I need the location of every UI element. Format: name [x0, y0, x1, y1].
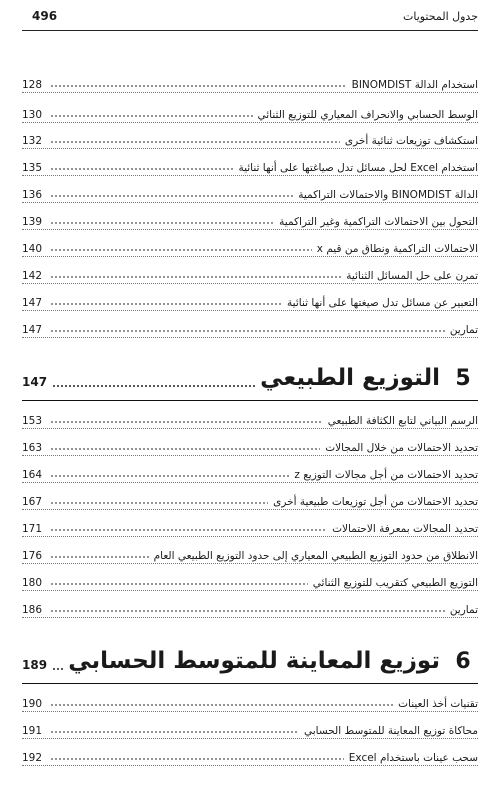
- toc-entry: [22, 565, 478, 591]
- entry-rule: [22, 428, 478, 429]
- dot-leader: [50, 106, 253, 118]
- dot-leader: [52, 659, 64, 673]
- dot-leader: [52, 376, 256, 390]
- toc-entry-page: 147: [22, 297, 43, 309]
- toc-entry-label: محاكاة توزيع المعاينة للمتوسط الحسابي: [304, 725, 478, 737]
- dot-leader: [50, 466, 289, 478]
- toc-entry: [22, 484, 478, 510]
- chapter-heading-6: [22, 641, 478, 681]
- dot-leader: [50, 76, 347, 88]
- entry-rule: [22, 617, 478, 618]
- toc-entry-page: 192: [22, 752, 43, 764]
- dot-leader: [50, 601, 445, 613]
- toc-entry-page: 171: [22, 523, 43, 535]
- toc-entry-page: 167: [22, 496, 43, 508]
- toc-entry-label: تمارين: [449, 324, 478, 336]
- entry-rule: [22, 536, 478, 537]
- toc-entry-page: 130: [22, 109, 43, 121]
- toc-entry: [22, 204, 478, 230]
- dot-leader: [50, 267, 341, 279]
- chapter-number: 5: [455, 365, 471, 391]
- chapter-page: 189: [22, 658, 48, 672]
- dot-leader: [50, 749, 344, 761]
- dot-leader: [50, 213, 274, 225]
- dot-leader: [50, 547, 149, 559]
- page-header: [22, 6, 478, 28]
- toc-entry: [22, 686, 478, 712]
- toc-entry-page: 147: [22, 324, 43, 336]
- toc-entry-label: الانطلاق من حدود التوزيع الطبيعي المعياري إلى حدود التوزيع الطبيعي العام: [153, 550, 478, 562]
- toc-entry-label: التحول بين الاحتمالات التراكمية وغير التراكمية: [279, 216, 478, 228]
- toc-entry: [22, 177, 478, 203]
- chapter-page: 147: [22, 375, 48, 389]
- toc-entry-label: تحديد الاحتمالات من أجل مجالات التوزيع z: [294, 469, 478, 481]
- dot-leader: [50, 132, 340, 144]
- dot-leader: [50, 722, 299, 734]
- chapter-rule: [22, 683, 478, 684]
- toc-entry-label: التوزيع الطبيعي كتقريب للتوزيع الثنائي: [312, 577, 478, 589]
- toc-entry: [22, 403, 478, 429]
- toc-entry: [22, 312, 478, 338]
- toc-entry-page: 132: [22, 135, 43, 147]
- toc-entry-page: 136: [22, 189, 43, 201]
- toc-entry-label: استخدام Excel لحل مسائل تدل صياغتها على أنها ثنائية: [238, 162, 478, 174]
- toc-entry: [22, 231, 478, 257]
- dot-leader: [50, 159, 233, 171]
- toc-entry-label: الرسم البياني لتابع الكثافة الطبيعي: [327, 415, 478, 427]
- toc-entry: [22, 150, 478, 176]
- dot-leader: [50, 294, 282, 306]
- toc-entry-page: 128: [22, 79, 43, 91]
- toc-entry-label: الدالة BINOMDIST والاحتمالات التراكمية: [298, 189, 478, 201]
- dot-leader: [50, 439, 320, 451]
- running-title: جدول المحتويات: [402, 10, 478, 23]
- dot-leader: [50, 493, 268, 505]
- toc-entry-page: 135: [22, 162, 43, 174]
- toc-entry-page: 191: [22, 725, 43, 737]
- entry-rule: [22, 765, 478, 766]
- entry-rule: [22, 256, 478, 257]
- dot-leader: [50, 574, 308, 586]
- toc-entry-label: الوسط الحسابي والانحراف المعياري للتوزيع الثنائي: [257, 109, 478, 121]
- entry-rule: [22, 283, 478, 284]
- page-number: 496: [32, 9, 58, 23]
- toc-entry-page: 142: [22, 270, 43, 282]
- entry-rule: [22, 229, 478, 230]
- entry-rule: [22, 590, 478, 591]
- chapter-title: توزيع المعاينة للمتوسط الحسابي: [68, 648, 440, 674]
- toc-entry: [22, 97, 478, 123]
- entry-rule: [22, 738, 478, 739]
- toc-entry-page: 139: [22, 216, 43, 228]
- entry-rule: [22, 92, 478, 93]
- toc-entry: [22, 713, 478, 739]
- entry-rule: [22, 455, 478, 456]
- toc-entry: [22, 285, 478, 311]
- entry-rule: [22, 509, 478, 510]
- toc-entry-page: 140: [22, 243, 43, 255]
- toc-entry-label: استكشاف توزيعات ثنائية أخرى: [344, 135, 478, 147]
- toc-entry-label: التعبير عن مسائل تدل صيغتها على أنها ثنائية: [287, 297, 478, 309]
- header-rule: [22, 30, 478, 31]
- dot-leader: [50, 321, 445, 333]
- entry-rule: [22, 148, 478, 149]
- toc-entry: [22, 430, 478, 456]
- chapter-title: التوزيع الطبيعي: [260, 365, 440, 391]
- toc-entry-page: 186: [22, 604, 43, 616]
- chapter-rule: [22, 400, 478, 401]
- toc-entry-page: 176: [22, 550, 43, 562]
- dot-leader: [50, 186, 293, 198]
- entry-rule: [22, 175, 478, 176]
- toc-entry-page: 180: [22, 577, 43, 589]
- toc-entry-page: 163: [22, 442, 43, 454]
- entry-rule: [22, 711, 478, 712]
- toc-entry-label: تحديد الاحتمالات من أجل توزيعات طبيعية أخرى: [273, 496, 478, 508]
- toc-entry-label: تقنيات أخذ العينات: [398, 698, 478, 710]
- dot-leader: [50, 412, 323, 424]
- entry-rule: [22, 310, 478, 311]
- toc-entry-page: 164: [22, 469, 43, 481]
- toc-entry: [22, 123, 478, 149]
- dot-leader: [50, 520, 327, 532]
- chapter-number: 6: [455, 648, 471, 674]
- toc-entry-label: استخدام الدالة BINOMDIST: [351, 79, 478, 91]
- entry-rule: [22, 337, 478, 338]
- toc-entry-page: 153: [22, 415, 43, 427]
- toc-entry-label: تحديد الاحتمالات من خلال المجالات: [325, 442, 478, 454]
- entry-rule: [22, 202, 478, 203]
- toc-entry: [22, 740, 478, 766]
- toc-entry: [22, 511, 478, 537]
- toc-entry-label: الاحتمالات التراكمية ونطاق من قيم x: [316, 243, 478, 255]
- entry-rule: [22, 482, 478, 483]
- dot-leader: [50, 695, 393, 707]
- toc-entry-label: تمرن على حل المسائل الثنائية: [346, 270, 478, 282]
- toc-entry: [22, 258, 478, 284]
- toc-entry-page: 190: [22, 698, 43, 710]
- toc-entry: [22, 457, 478, 483]
- toc-entry: [22, 538, 478, 564]
- toc-entry-label: سحب عينات باستخدام Excel: [348, 752, 478, 764]
- toc-entry-label: تمارين: [449, 604, 478, 616]
- entry-rule: [22, 563, 478, 564]
- chapter-heading-5: [22, 358, 478, 398]
- toc-entry: [22, 67, 478, 93]
- dot-leader: [50, 240, 312, 252]
- toc-entry: [22, 592, 478, 618]
- toc-entry-label: تحديد المجالات بمعرفة الاحتمالات: [332, 523, 478, 535]
